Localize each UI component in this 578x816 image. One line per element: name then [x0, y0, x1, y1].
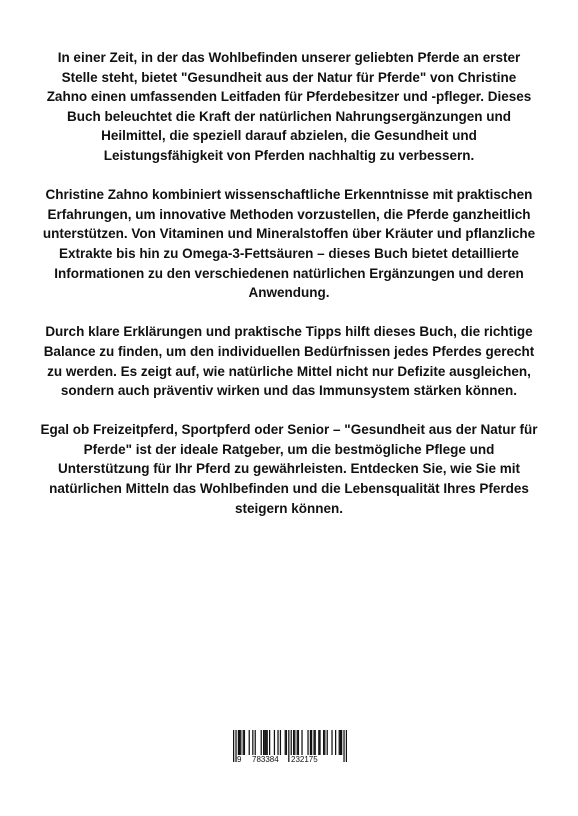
- barcode-bar: [267, 730, 268, 755]
- barcode-bar: [323, 730, 324, 755]
- barcode-bar: [285, 730, 286, 755]
- barcode-bar: [238, 730, 239, 755]
- barcode-bar: [331, 730, 332, 755]
- barcode-bar: [311, 730, 312, 755]
- blurb-paragraph-1: In einer Zeit, in der das Wohlbefinden unserer geliebten Pferde an erster Stelle steht, bietet "Gesundheit aus der Natur für Pferde" von Christine Zahno einen umfassenden Leitfaden für Pferdebesitzer und -pfleger. Dieses Buch beleuchtet die Kraft der natürlichen Nahrungsergänzungen und Heilmittel, die speziell darauf abzielen, die Gesundheit und Leistungsfähigkeit von Pferden nachhaltig zu verbessern.: [46, 50, 532, 163]
- barcode-bar: [340, 730, 341, 755]
- blurb-paragraph-3: Durch klare Erklärungen und praktische Tipps hilft dieses Buch, die richtige Balance zu finden, um den individuellen Bedürfnissen jedes Pferdes gerecht zu werden. Es zeigt auf, wie natürliche Mittel nicht nur Defizite ausgleichen, sondern auch präventiv wirken und das Immunsystem stärken können.: [43, 324, 535, 399]
- isbn-first-digit: 9: [237, 755, 242, 764]
- barcode-bar: [339, 730, 340, 755]
- blurb-paragraph-2: Christine Zahno kombiniert wissenschaftliche Erkenntnisse mit praktischen Erfahrungen, um innovative Methoden vorzustellen, die Pferde ganzheitlich unterstützen. Von Vitaminen und Mineralstoffen über Kräuter und pflanzliche Extrakte bis hin zu Omega-3-Fettsäuren – dieses Buch bietet detaillierte Informationen zu den verschiedenen natürlichen Ergänzungen und deren Anwendung.: [42, 187, 536, 301]
- barcode-bar: [244, 730, 245, 755]
- barcode-bar: [297, 730, 298, 755]
- barcode-bar: [341, 730, 342, 755]
- barcode-bar: [346, 730, 347, 762]
- barcode-bar: [324, 730, 325, 755]
- barcode-bar: [293, 730, 294, 755]
- barcode-bar: [252, 730, 253, 755]
- barcode-bar: [233, 730, 234, 762]
- isbn-left-group: 783384: [252, 755, 279, 764]
- barcode-bar: [319, 730, 320, 755]
- barcode-bar: [307, 730, 308, 755]
- barcode-bar: [343, 730, 344, 762]
- barcode-bar: [286, 730, 287, 755]
- barcode-bar: [313, 730, 314, 755]
- barcode-bar: [294, 730, 295, 755]
- isbn-right-group: 232175: [291, 755, 318, 764]
- barcode-bar: [263, 730, 264, 755]
- barcode-bar: [240, 730, 241, 755]
- barcode-bar: [280, 730, 281, 755]
- barcode-bar: [269, 730, 270, 755]
- barcode-bar: [327, 730, 328, 755]
- barcode-bar: [310, 730, 311, 755]
- barcode-bar: [255, 730, 256, 755]
- barcode-bar: [243, 730, 244, 755]
- blurb: [40, 48, 538, 538]
- barcode-bar: [315, 730, 316, 755]
- isbn-barcode: [233, 730, 347, 772]
- barcode-bar: [335, 730, 336, 755]
- barcode-bar: [277, 730, 278, 755]
- barcode-bar: [318, 730, 319, 755]
- barcode-bar: [265, 730, 266, 755]
- barcode-bar: [249, 730, 250, 755]
- barcode-bar: [298, 730, 299, 755]
- barcode-bar: [301, 730, 302, 755]
- barcode-bar: [264, 730, 265, 755]
- barcode-bar: [239, 730, 240, 755]
- barcode-bar: [274, 730, 275, 755]
- blurb-paragraph-4: Egal ob Freizeitpferd, Sportpferd oder Senior – "Gesundheit aus der Natur für Pferde" ist der ideale Ratgeber, um die bestmögliche Pflege und Unterstützung für Ihr Pferd zu gewährleisten. Entdecken Sie, wie Sie mit natürlichen Mitteln das Wohlbefinden und die Lebensqualität Ihres Pferdes steigern können.: [40, 422, 538, 516]
- barcode-bar: [261, 730, 262, 755]
